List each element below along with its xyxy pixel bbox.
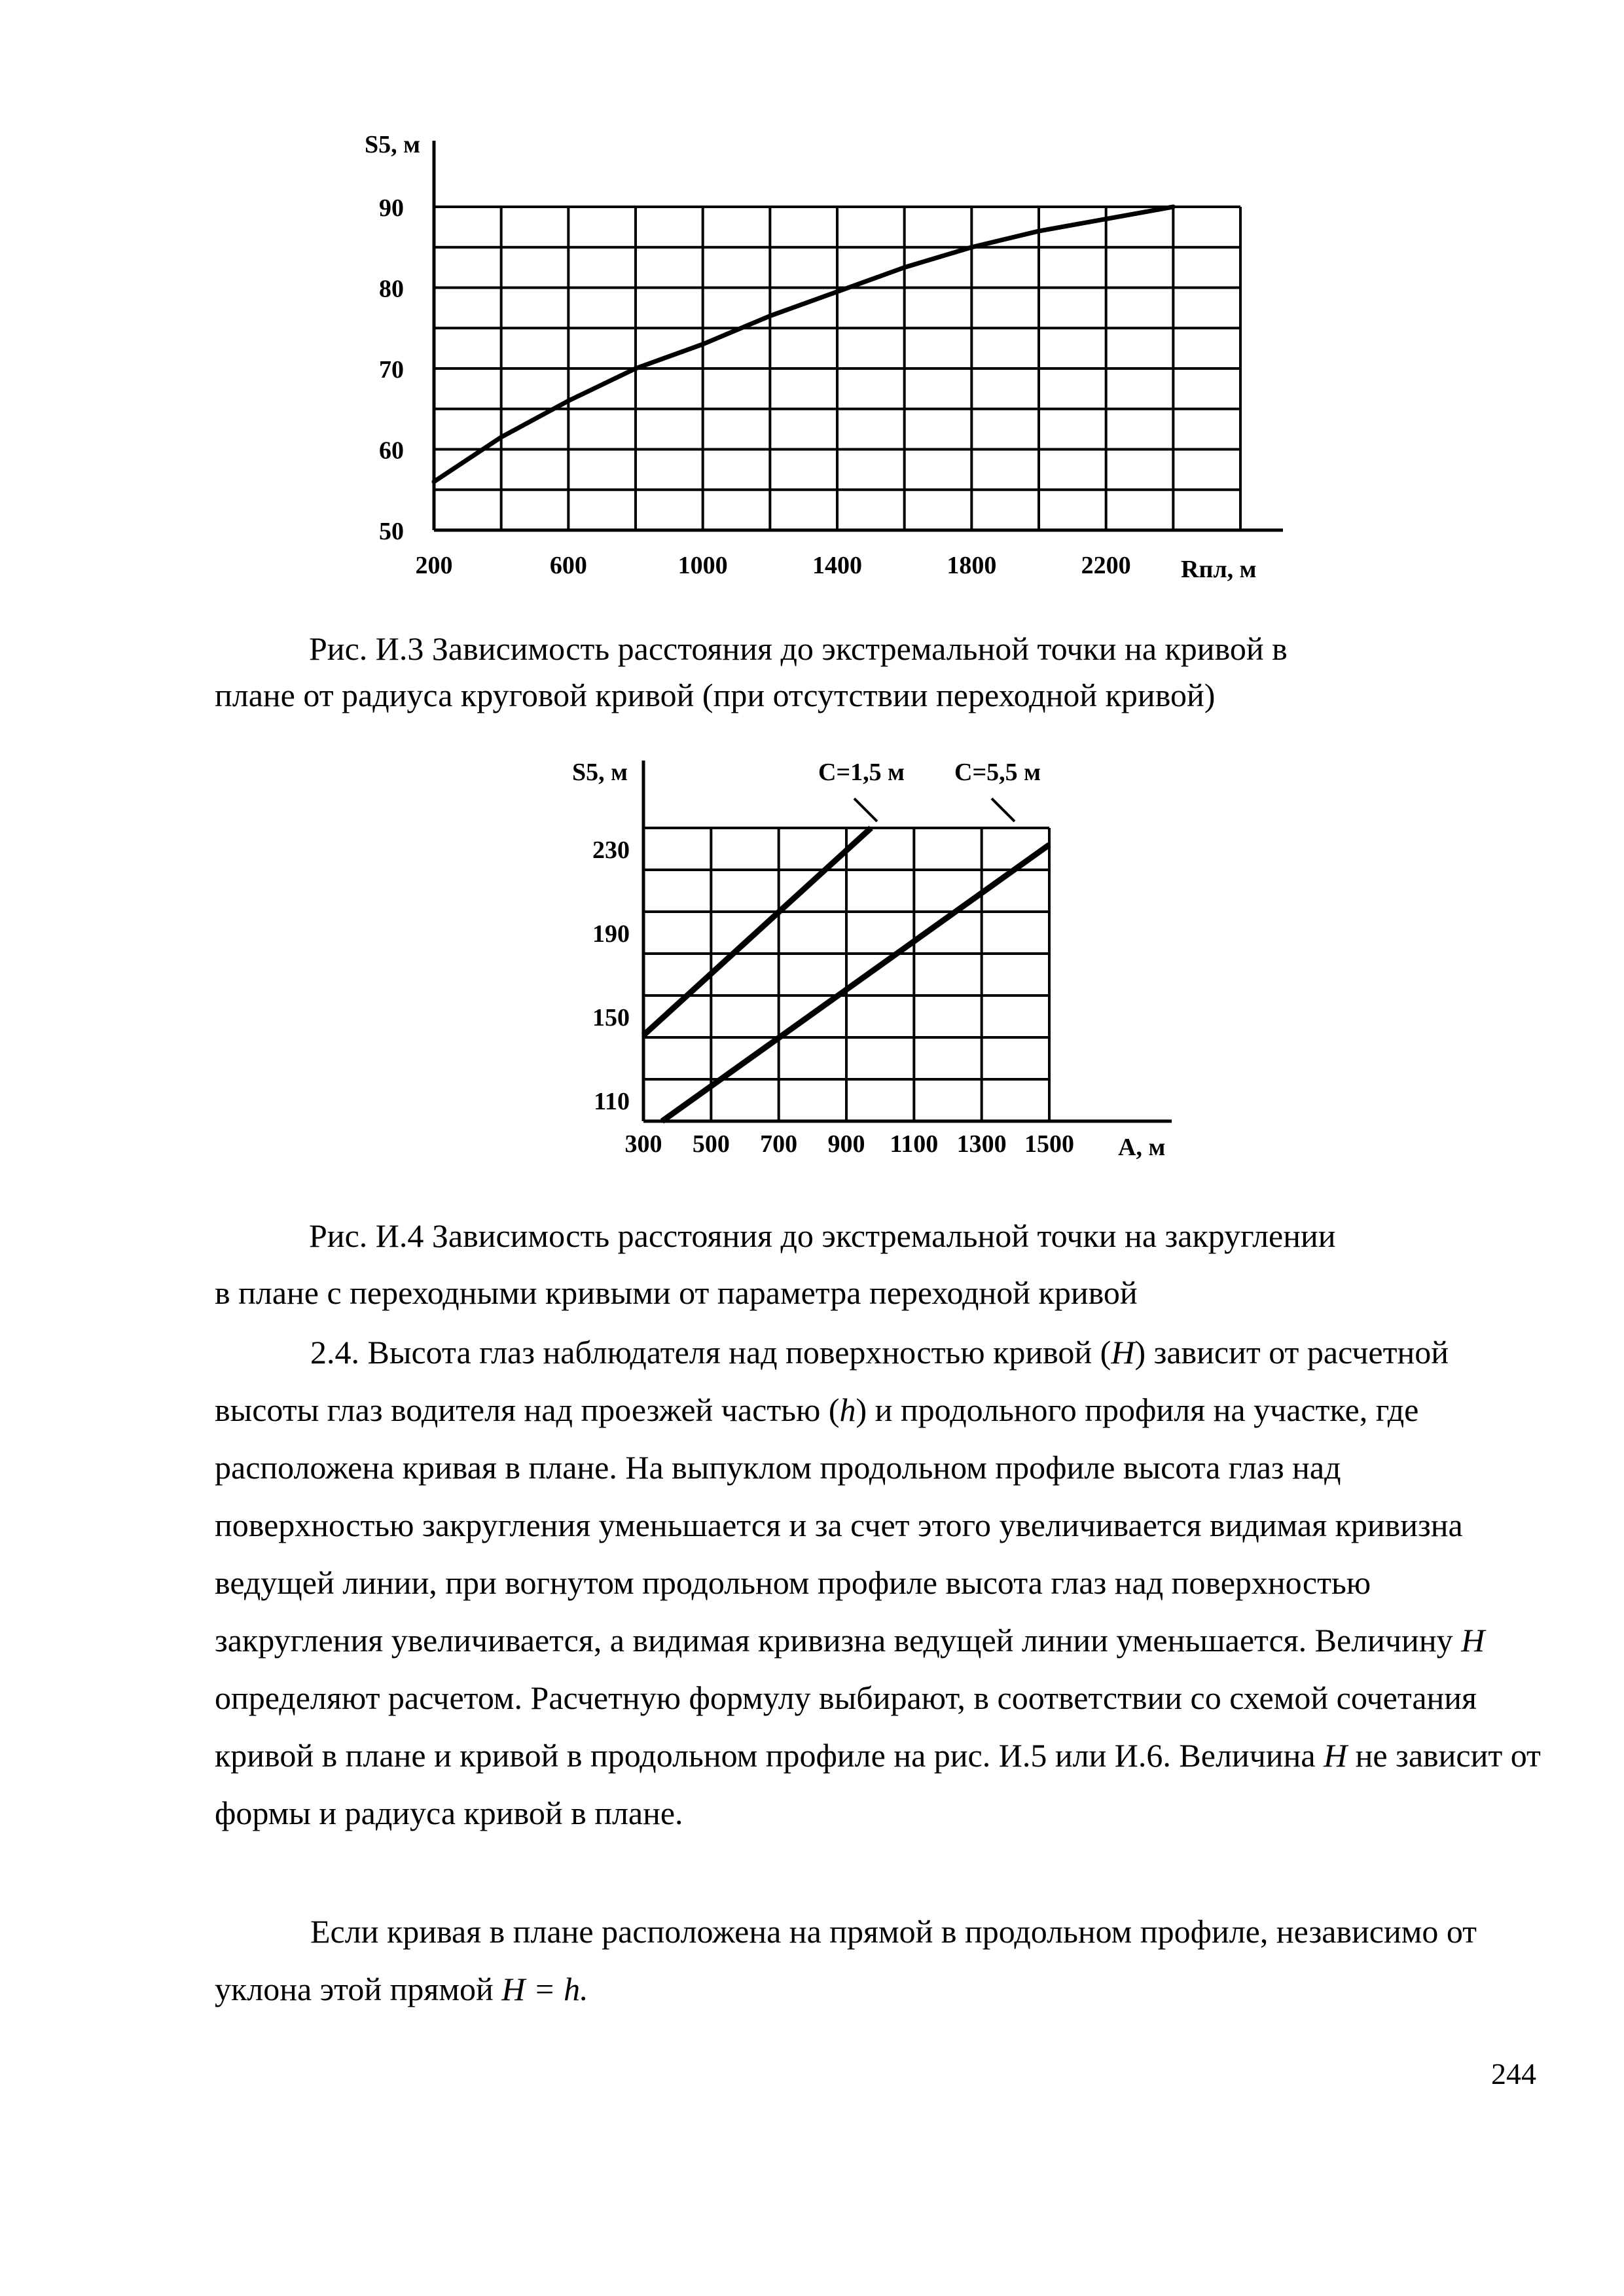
chart1-x-tick-labels bbox=[416, 552, 1131, 579]
p1-text-5: не зависит от формы и радиуса кривой в плане. bbox=[215, 1737, 1541, 1831]
chart1-axes bbox=[434, 141, 1283, 530]
chart2-y-axis-label bbox=[572, 759, 628, 786]
p1-text-2: ) зависит от расчетной высоты глаз водителя над проезжей частью ( bbox=[215, 1334, 1449, 1428]
chart2-y-tick-labels bbox=[592, 836, 630, 1115]
chart1-x-axis-label-text: Rпл, м bbox=[1181, 556, 1257, 583]
chart2-x-tick-label: 900 bbox=[827, 1130, 865, 1158]
chart-fig-i4 bbox=[572, 759, 1172, 1161]
p1-var-h-upper-2: H bbox=[1461, 1622, 1485, 1659]
chart2-x-tick-label: 1100 bbox=[890, 1130, 939, 1158]
chart1-x-tick-label: 1000 bbox=[677, 552, 728, 579]
chart1-x-tick-label: 1800 bbox=[947, 552, 997, 579]
chart1-y-tick-label: 80 bbox=[379, 275, 404, 303]
chart1-y-axis-label-text: S5, м bbox=[365, 131, 421, 158]
p1-text-1: 2.4. Высота глаз наблюдателя над поверхностью кривой ( bbox=[310, 1334, 1111, 1371]
chart2-x-tick-label: 500 bbox=[692, 1130, 730, 1158]
chart2-x-axis-label bbox=[1118, 1134, 1165, 1161]
chart2-axes bbox=[643, 761, 1172, 1121]
chart2-x-axis-label-text: A, м bbox=[1118, 1134, 1166, 1161]
chart1-x-tick-label: 600 bbox=[549, 552, 587, 579]
legend-c15-pointer bbox=[854, 798, 877, 821]
p1-var-h-upper-3: H bbox=[1324, 1737, 1348, 1774]
chart1-y-axis-label bbox=[365, 131, 420, 158]
chart1-x-axis-label bbox=[1181, 556, 1257, 583]
p1-text-3: ) и продольного профиля на участке, где расположена кривая в плане. На выпуклом продольном профиле высота глаз над поверхностью закругления уменьшается и за счет этого увеличивается видимая кривизна ведущей линии, при вогнутом продольном профиле высота глаз над поверхностью закругления увеличивается, а видимая кривизна ведущей линии уменьшается. Величину bbox=[215, 1391, 1463, 1659]
chart1-y-tick-labels bbox=[379, 194, 404, 545]
legend-c55-label: C=5,5 м bbox=[954, 759, 1041, 786]
p2-formula: H = h. bbox=[501, 1971, 588, 2007]
chart1-grid bbox=[434, 207, 1240, 530]
paragraph-2-4 bbox=[215, 1323, 1543, 1842]
legend-c15-label: C=1,5 м bbox=[818, 759, 905, 786]
chart1-x-tick-label: 1400 bbox=[812, 552, 862, 579]
chart2-x-tick-label: 300 bbox=[624, 1130, 662, 1158]
fig3-caption-line2: плане от радиуса круговой кривой (при отсутствии переходной кривой) bbox=[215, 677, 1216, 713]
chart-fig-i3 bbox=[365, 131, 1283, 583]
chart2-y-tick-label: 110 bbox=[594, 1088, 630, 1115]
chart2-y-tick-label: 230 bbox=[592, 836, 630, 864]
chart2-y-axis-label-text: S5, м bbox=[572, 759, 628, 786]
fig4-caption-line2: в плане с переходными кривыми от параметра переходной кривой bbox=[215, 1274, 1138, 1311]
chart2-x-tick-label: 1300 bbox=[956, 1130, 1007, 1158]
fig4-caption-line1: Рис. И.4 Зависимость расстояния до экстремальной точки на закруглении bbox=[309, 1217, 1336, 1254]
page-number: 244 bbox=[1491, 2057, 1536, 2090]
chart2-series-line-0 bbox=[643, 828, 871, 1035]
chart2-x-tick-labels bbox=[625, 1130, 1075, 1158]
chart1-x-tick-label: 200 bbox=[415, 552, 453, 579]
chart1-y-tick-label: 50 bbox=[379, 518, 404, 545]
chart1-y-tick-label: 60 bbox=[379, 437, 404, 465]
p1-var-h-upper: H bbox=[1111, 1334, 1135, 1371]
p2-text-1: Если кривая в плане расположена на прямой в продольном профиле, независимо от уклона этой прямой bbox=[215, 1913, 1477, 2007]
p1-var-h-lower: h bbox=[839, 1391, 856, 1428]
paragraph-straight-profile bbox=[215, 1903, 1543, 2018]
chart1-y-tick-label: 70 bbox=[379, 356, 404, 384]
legend-c55-pointer bbox=[992, 798, 1015, 821]
chart2-x-tick-label: 700 bbox=[760, 1130, 798, 1158]
fig3-caption-line1: Рис. И.3 Зависимость расстояния до экстремальной точки на кривой в bbox=[309, 630, 1288, 667]
chart2-y-tick-label: 190 bbox=[592, 920, 630, 948]
p1-text-4: определяют расчетом. Расчетную формулу выбирают, в соответствии со схемой сочетания кривой в плане и кривой в продольном профиле на рис. И.5 или И.6. Величина bbox=[215, 1679, 1477, 1774]
chart2-grid bbox=[643, 828, 1049, 1121]
chart2-x-tick-label: 1500 bbox=[1024, 1130, 1074, 1158]
chart1-x-tick-label: 2200 bbox=[1081, 552, 1131, 579]
chart2-y-tick-label: 150 bbox=[592, 1004, 630, 1031]
chart1-y-tick-label: 90 bbox=[379, 194, 404, 222]
